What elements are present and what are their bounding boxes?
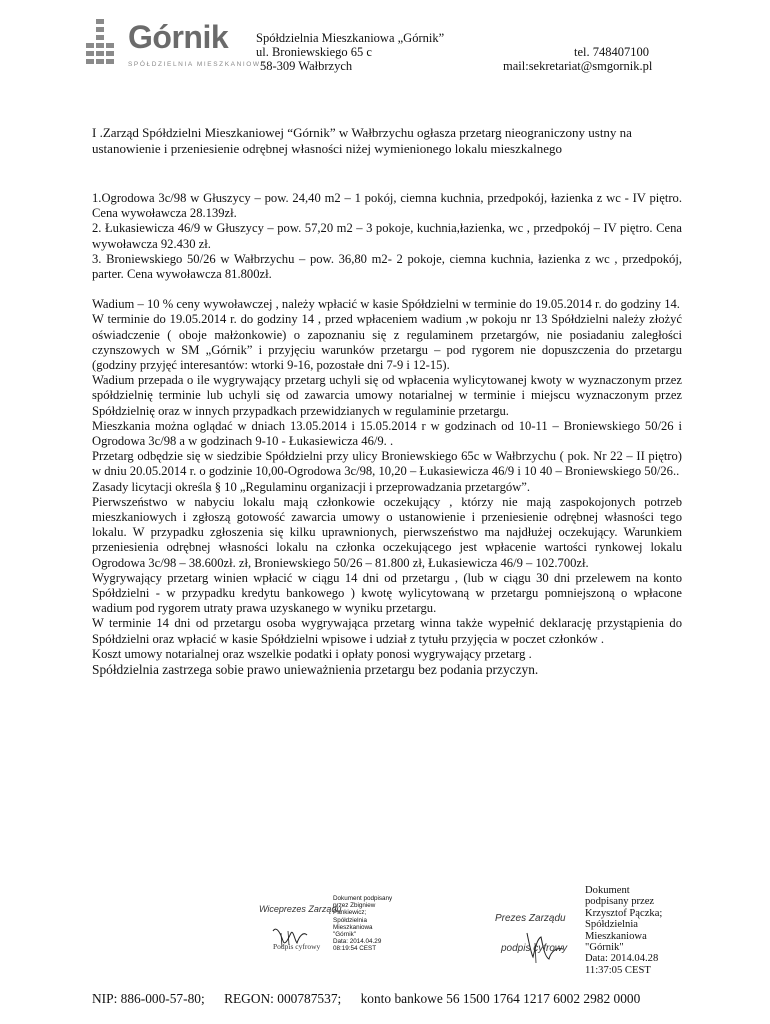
signature-president: [495, 885, 695, 980]
meta-line: 11:37:05 CEST: [585, 964, 651, 976]
meta-line: "Górnik": [333, 931, 357, 939]
rules-paragraph: Zasady licytacji określa § 10 „Regulaminu organizacji i przeprowadzania przetargów”.: [92, 479, 531, 494]
deposit-paragraph: Wadium – 10 % ceny wywoławczej , należy wpłacić w kasie Spółdzielni w terminie do 19.05.2014 r. do godziny 14.: [92, 297, 680, 312]
announcement-intro: I .Zarząd Spółdzielni Mieszkaniowej “Górnik” w Wałbrzychu ogłasza przetarg nieograniczony ustny na ustanowienie i przeniesienie odrębnej własności niżej wymienionego lokalu mieszkalnego: [92, 125, 632, 156]
meta-line: podpisany przez: [585, 896, 655, 908]
declaration-paragraph: W terminie do 19.05.2014 r. do godziny 14 , przed wpłaceniem wadium ,w pokoju nr 13 Spółdzielni należy złożyć oświadczenie ( oboje małżonkowie) o zapoznaniu się z regulaminem przetargów, nie posiadaniu zaległości czynszowych w SM „Górnik” i przyjęciu warunków przetargu – pod rygorem nie dopuszczenia do przetargu (godziny przyjęć interesantów: wtorki 9-16, pozostałe dni 7-9 i 12-15).: [92, 312, 682, 373]
meta-line: Spółdzielnia: [585, 919, 638, 931]
meta-line: Mieszkaniowa: [333, 923, 373, 931]
logo-name: Górnik: [128, 19, 229, 55]
meta-line: Krzysztof Pączka;: [585, 907, 663, 919]
footer-nip: NIP: 886-000-57-80;: [92, 991, 205, 1006]
org-street: ul. Broniewskiego 65 c: [256, 45, 372, 59]
footer-bank-account: konto bankowe 56 1500 1764 1217 6002 2982 0000: [360, 991, 641, 1006]
org-name: Spółdzielnia Mieszkaniowa „Górnik”: [256, 31, 445, 45]
meta-line: przez Zbigniew: [333, 902, 376, 910]
costs-paragraph: Koszt umowy notarialnej oraz wszelkie podatki i opłaty ponosi wygrywający przetarg .: [92, 646, 532, 661]
auction-place-paragraph: Przetarg odbędzie się w siedzibie Spółdzielni przy ulicy Broniewskiego 65c w Wałbrzychu ( pok. Nr 22 – II piętro) w dniu 20.05.2014 r. o godzinie 10,00-Ogrodowa 3c/98, 10,20 – Łukasiewicza 46/9 i 10 40 – Broniewskiego 50/26..: [92, 449, 682, 479]
footer-regon: REGON: 000787537;: [224, 991, 342, 1006]
announcement-body: [92, 191, 682, 677]
meta-line: Pankiewicz;: [333, 909, 367, 917]
meta-line: 08:19:54 CEST: [333, 945, 377, 953]
item-ogrodowa: 1.Ogrodowa 3c/98 w Głuszycy – pow. 24,40 m2 – 1 pokój, ciemna kuchnia, przedpokój, łazienka z wc - IV piętro. Cena wywoławcza 28.139zł.: [92, 191, 682, 221]
meta-line: Dokument: [585, 885, 630, 896]
viewing-paragraph: Mieszkania można oglądać w dniach 13.05.2014 i 15.05.2014 r w godzinach od 10-11 – Broniewskiego 50/26 i Ogrodowa 3c/98 a w godzinach 9-10 - Łukasiewicza 46/9. .: [92, 418, 682, 449]
cancellation-paragraph: Spółdzielnia zastrzega sobie prawo unieważnienia przetargu bez podania przyczyn.: [92, 662, 539, 678]
handwritten-signature-icon: [255, 907, 335, 967]
logo-subtitle: SPÓŁDZIELNIA MIESZKANIOWA: [128, 61, 267, 68]
item-lukasiewicza: 2. Łukasiewicza 46/9 w Głuszycy – pow. 57,20 m2 – 3 pokoje, kuchnia,łazienka, wc , przedpokój – IV piętro. Cena wywoławcza 92.430 zł.: [92, 221, 682, 251]
vice-president-caption: Podpis cyfrowy: [273, 942, 321, 951]
spacer: [92, 282, 682, 297]
deposit-forfeit-paragraph: Wadium przepada o ile wygrywający przetarg uchyli się od wpłacenia wylicytowanej kwoty w wyznaczonym przez spółdzielnię terminie lub uchyli się od zawarcia umowy notarialnej w terminie i miejscu wyznaczonym przez Spółdzielnię oraz w innych przypadkach przewidzianych w regulaminie przetargu.: [92, 373, 682, 418]
vice-president-role: Wiceprezes Zarządu: [259, 904, 342, 914]
org-phone: tel. 748407100: [574, 45, 649, 59]
president-role: Prezes Zarządu: [495, 913, 566, 924]
org-email: mail:sekretariat@smgornik.pl: [503, 59, 653, 73]
meta-line: Data: 2014.04.28: [585, 953, 659, 965]
org-city: 58-309 Wałbrzych: [260, 59, 353, 73]
payment-paragraph: Wygrywający przetarg winien wpłacić w ciągu 14 dni od przetargu , (lub w ciągu 30 dni przelewem na konto Spółdzielni - w przypadku kredytu bankowego ) kwotę wylicytowaną w przetargu pomniejszoną o wpłacone wadium pod rygorem utraty prawa uzyskanego w wyniku przetargu.: [92, 570, 682, 616]
signature-vice-president: [255, 895, 415, 975]
priority-paragraph: Pierwszeństwo w nabyciu lokalu mają członkowie oczekujący , którzy nie mają zaspokojonych potrzeb mieszkaniowych i zgłoszą gotowość zawarcia umowy o ustanowienie i przeniesienie odrębnej własności tego lokalu. W przypadku zgłoszenia się kilku uprawnionych, pierwszeństwo ma najdłużej oczekujący. Warunkiem przeniesienia odrębnej własności lokalu na członka oczekującego jest wpłacenie wartości rynkowej lokalu Ogrodowa 3c/98 – 38.600zł. zł, Broniewskiego 50/26 – 81.800 zł, Łukasiewicza 46/9 – 102.700zł.: [92, 494, 682, 570]
meta-line: "Górnik": [585, 942, 624, 954]
meta-line: Spółdzielnia: [333, 916, 367, 924]
meta-line: Mieszkaniowa: [585, 930, 647, 942]
president-caption: podpis cyfrowy: [501, 943, 568, 954]
vice-president-signature-meta: [333, 895, 392, 953]
meta-line: Dokument podpisany: [333, 895, 393, 902]
footer: [92, 991, 656, 1007]
membership-paragraph: W terminie 14 dni od przetargu osoba wygrywająca przetarg winna także wypełnić deklarację przystąpienia do Spółdzielni oraz wpłacić w kasie Spółdzielni wpisowe i udział z tytułu przyjęcia w poczet członków .: [92, 616, 682, 646]
president-signature-meta: [585, 885, 662, 976]
logo-bars-icon: [84, 17, 124, 73]
company-logo: [84, 17, 267, 75]
meta-line: Data: 2014.04.29: [333, 938, 382, 946]
item-broniewskiego: 3. Broniewskiego 50/26 w Wałbrzychu – pow. 36,80 m2- 2 pokoje, ciemna kuchnia, łazienka z wc , przedpokój, parter. Cena wywoławcza 81.800zł.: [92, 251, 682, 282]
